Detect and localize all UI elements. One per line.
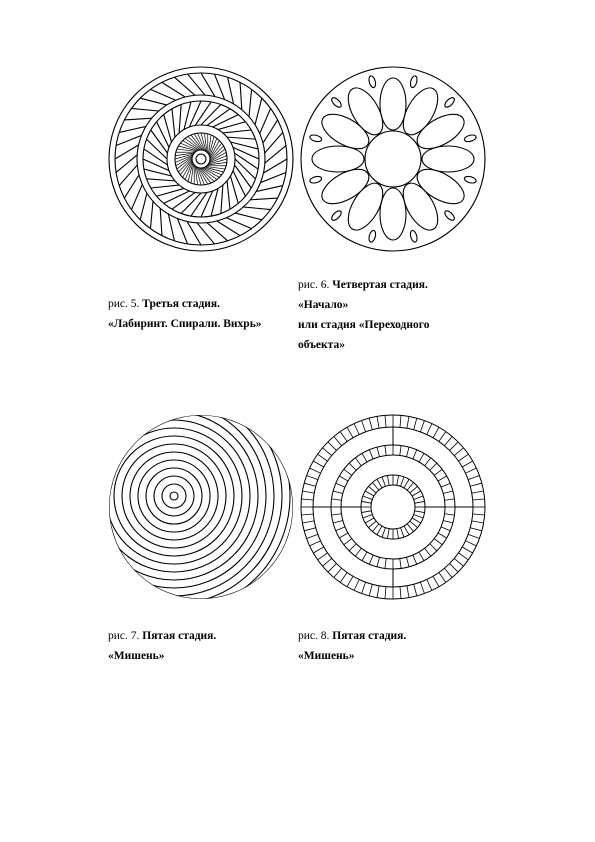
inner-tick bbox=[363, 515, 372, 518]
inner-tick bbox=[407, 524, 413, 532]
outer-tick bbox=[347, 427, 353, 437]
petal bbox=[316, 162, 374, 211]
spiral-stroke bbox=[207, 109, 230, 126]
outer-tick bbox=[385, 587, 386, 599]
middle-tick bbox=[425, 458, 431, 466]
spiral-stroke bbox=[131, 108, 158, 111]
outer-tick bbox=[462, 547, 472, 553]
figure-8-caption: рис. 8. Пятая стадия. «Мишень» bbox=[298, 630, 407, 662]
figure-5-spiral-drawing bbox=[106, 64, 296, 254]
outer-tick bbox=[459, 553, 469, 560]
middle-tick bbox=[413, 450, 417, 459]
inner-tick bbox=[410, 521, 418, 527]
inner-tick bbox=[372, 482, 378, 490]
inner-tick bbox=[387, 475, 389, 485]
middle-tick bbox=[441, 527, 450, 531]
outer-tick bbox=[304, 483, 316, 486]
petal bbox=[312, 146, 364, 172]
spiral-stroke bbox=[263, 120, 278, 143]
small-oval bbox=[443, 209, 456, 222]
outer-tick bbox=[459, 454, 469, 461]
ring bbox=[371, 485, 415, 529]
spiral-stroke bbox=[150, 201, 153, 228]
middle-tick bbox=[430, 544, 437, 551]
middle-tick bbox=[443, 491, 453, 494]
outer-tick bbox=[369, 584, 372, 596]
spiral-stroke bbox=[116, 155, 137, 172]
spiral-stroke bbox=[168, 214, 174, 241]
spiral-stroke bbox=[195, 102, 211, 126]
figure-6-caption: рис. 6. Четвертая стадия. «Начало» или стадия «Переходного объекта» bbox=[298, 279, 430, 351]
outer-tick bbox=[468, 476, 479, 480]
outer-tick bbox=[318, 454, 328, 461]
outer-tick bbox=[400, 415, 401, 427]
spiral-stroke bbox=[172, 109, 175, 137]
inner-tick bbox=[368, 486, 376, 492]
middle-tick bbox=[419, 453, 424, 462]
outer-tick bbox=[470, 483, 482, 486]
outer-tick bbox=[323, 448, 332, 456]
outer-tick bbox=[310, 541, 321, 546]
middle-tick bbox=[362, 453, 367, 462]
middle-tick bbox=[332, 499, 342, 500]
outer-tick bbox=[470, 528, 482, 531]
spiral-stroke bbox=[143, 159, 169, 171]
spiral-stroke bbox=[201, 191, 213, 217]
spiral-stroke bbox=[255, 98, 262, 125]
flower-center bbox=[365, 131, 421, 187]
outer-tick bbox=[302, 491, 314, 493]
middle-tick bbox=[355, 548, 361, 556]
outer-tick bbox=[377, 416, 379, 428]
small-oval bbox=[309, 175, 322, 184]
outer-tick bbox=[420, 421, 424, 432]
outer-tick bbox=[450, 442, 458, 450]
outer-tick bbox=[414, 584, 417, 596]
spiral-stroke bbox=[140, 193, 147, 220]
inner-tick bbox=[377, 526, 382, 535]
small-oval bbox=[409, 230, 418, 243]
ring bbox=[106, 412, 258, 580]
ring bbox=[106, 412, 296, 602]
outer-tick bbox=[377, 586, 379, 598]
middle-tick bbox=[425, 548, 431, 556]
petal bbox=[412, 107, 470, 156]
figure-7-caption: рис. 7. Пятая стадия. «Мишень» bbox=[108, 630, 217, 662]
spiral-stroke bbox=[179, 104, 181, 132]
small-oval bbox=[368, 75, 377, 88]
spiral-stroke bbox=[188, 74, 205, 95]
small-oval bbox=[443, 96, 456, 109]
outer-tick bbox=[347, 576, 353, 586]
middle-tick bbox=[438, 533, 447, 538]
middle-tick bbox=[419, 552, 424, 561]
outer-tick bbox=[310, 468, 321, 473]
spiral-stroke bbox=[162, 82, 185, 97]
ring bbox=[137, 95, 265, 223]
middle-tick bbox=[344, 539, 352, 545]
spiral-stroke bbox=[261, 172, 286, 182]
inner-tick bbox=[387, 529, 389, 539]
spiral-stroke bbox=[240, 82, 242, 109]
ring bbox=[138, 460, 210, 532]
middle-tick bbox=[445, 499, 455, 500]
middle-tick bbox=[400, 559, 401, 569]
spiral-stroke bbox=[160, 208, 162, 235]
spiral-stroke bbox=[226, 218, 251, 229]
outer-tick bbox=[472, 491, 484, 493]
outer-tick bbox=[472, 521, 484, 523]
small-oval bbox=[409, 75, 418, 88]
outer-tick bbox=[427, 580, 432, 591]
spiral-stroke bbox=[227, 137, 255, 139]
spiral-stroke bbox=[119, 126, 146, 132]
middle-tick bbox=[362, 552, 367, 561]
small-oval bbox=[464, 175, 477, 184]
middle-tick bbox=[413, 555, 417, 564]
inner-tick bbox=[363, 496, 372, 499]
spiral-stroke bbox=[209, 135, 211, 154]
spiral-stroke bbox=[151, 130, 168, 153]
outer-tick bbox=[450, 564, 458, 572]
inner-tick bbox=[412, 518, 421, 523]
outer-tick bbox=[323, 558, 332, 566]
spiral-stroke bbox=[144, 149, 168, 165]
outer-tick bbox=[362, 421, 366, 432]
inner-tick bbox=[404, 526, 409, 535]
middle-tick bbox=[377, 557, 380, 567]
middle-tick bbox=[400, 446, 401, 456]
petal bbox=[341, 82, 390, 140]
small-oval bbox=[330, 209, 343, 222]
ring bbox=[196, 154, 206, 164]
spiral-stroke bbox=[217, 221, 240, 236]
spiral-stroke bbox=[235, 213, 262, 220]
outer-tick bbox=[334, 437, 342, 446]
inner-tick bbox=[361, 501, 371, 503]
small-oval bbox=[464, 134, 477, 143]
inner-tick bbox=[365, 518, 374, 523]
outer-tick bbox=[318, 553, 328, 560]
inner-tick bbox=[365, 491, 374, 496]
outer-circle bbox=[301, 67, 485, 251]
middle-tick bbox=[349, 544, 356, 551]
figure-6-flower-drawing bbox=[298, 64, 488, 254]
middle-tick bbox=[332, 514, 342, 515]
middle-tick bbox=[434, 539, 442, 545]
outer-tick bbox=[301, 514, 313, 515]
outer-tick bbox=[354, 580, 359, 591]
spiral-stroke bbox=[124, 118, 151, 120]
outer-tick bbox=[468, 534, 479, 538]
middle-tick bbox=[430, 463, 437, 470]
middle-tick bbox=[385, 446, 386, 456]
inner-tick bbox=[414, 496, 423, 499]
outer-tick bbox=[454, 558, 463, 566]
outer-tick bbox=[334, 568, 342, 577]
outer-tick bbox=[462, 461, 472, 467]
spiral-stroke bbox=[249, 89, 252, 116]
outer-tick bbox=[407, 586, 409, 598]
outer-tick bbox=[385, 415, 386, 427]
spiral-stroke bbox=[140, 98, 167, 105]
ring bbox=[192, 150, 210, 168]
small-oval bbox=[330, 96, 343, 109]
outer-tick bbox=[369, 418, 372, 430]
spiral-stroke bbox=[124, 175, 139, 198]
middle-tick bbox=[434, 469, 442, 475]
middle-tick bbox=[385, 559, 386, 569]
inner-tick bbox=[404, 479, 409, 488]
spiral-stroke bbox=[250, 198, 277, 200]
ring bbox=[106, 412, 282, 602]
middle-tick bbox=[438, 476, 447, 481]
outer-tick bbox=[400, 587, 401, 599]
spiral-stroke bbox=[131, 184, 142, 209]
inner-tick bbox=[412, 491, 421, 496]
ring bbox=[170, 492, 178, 500]
middle-tick bbox=[349, 463, 356, 470]
outer-tick bbox=[444, 437, 452, 446]
small-oval bbox=[368, 230, 377, 243]
outer-tick bbox=[304, 528, 316, 531]
outer-tick bbox=[444, 568, 452, 577]
outer-tick bbox=[439, 432, 446, 442]
spiral-stroke bbox=[260, 108, 271, 133]
petal bbox=[396, 178, 445, 236]
spiral-stroke bbox=[227, 181, 230, 209]
spiral-stroke bbox=[234, 165, 251, 188]
ring bbox=[130, 452, 218, 540]
inner-tick bbox=[407, 482, 413, 490]
middle-tick bbox=[406, 447, 409, 457]
outer-tick bbox=[433, 427, 439, 437]
spiral-stroke bbox=[206, 167, 225, 169]
ring bbox=[167, 125, 235, 193]
ring bbox=[154, 476, 194, 516]
outer-tick bbox=[307, 476, 318, 480]
spiral-stroke bbox=[197, 223, 214, 244]
middle-tick bbox=[344, 469, 352, 475]
outer-tick bbox=[473, 514, 485, 515]
middle-tick bbox=[441, 483, 450, 487]
middle-tick bbox=[443, 520, 453, 523]
inner-tick bbox=[414, 515, 423, 518]
inner-tick bbox=[401, 477, 404, 486]
spiral-stroke bbox=[191, 192, 207, 216]
spiral-stroke bbox=[256, 186, 283, 192]
spiral-stroke bbox=[265, 146, 286, 163]
outer-tick bbox=[307, 534, 318, 538]
ring bbox=[106, 412, 296, 602]
middle-tick bbox=[406, 557, 409, 567]
outer-tick bbox=[454, 448, 463, 456]
inner-tick bbox=[382, 528, 385, 537]
inner-tick bbox=[372, 524, 378, 532]
inner-tick bbox=[401, 528, 404, 537]
spiral-stroke bbox=[177, 219, 187, 244]
middle-tick bbox=[369, 450, 373, 459]
middle-tick bbox=[445, 514, 455, 515]
outer-tick bbox=[439, 573, 446, 583]
outer-tick bbox=[466, 468, 477, 473]
spiral-stroke bbox=[177, 149, 196, 151]
inner-tick bbox=[377, 479, 382, 488]
outer-tick bbox=[427, 424, 432, 435]
inner-tick bbox=[410, 486, 418, 492]
outer-tick bbox=[313, 547, 323, 553]
outer-tick bbox=[301, 499, 313, 500]
ring bbox=[106, 412, 296, 602]
spiral-stroke bbox=[221, 185, 223, 213]
middle-tick bbox=[339, 476, 348, 481]
outer-tick bbox=[407, 416, 409, 428]
outer-tick bbox=[340, 573, 347, 583]
petal bbox=[380, 188, 406, 240]
outer-tick bbox=[433, 576, 439, 586]
outer-tick bbox=[362, 582, 366, 593]
ring bbox=[106, 412, 296, 602]
inner-tick bbox=[368, 521, 376, 527]
spiral-stroke bbox=[172, 192, 195, 209]
petal bbox=[422, 146, 474, 172]
middle-tick bbox=[355, 458, 361, 466]
figure-8-target-drawing bbox=[298, 412, 488, 602]
spiral-stroke bbox=[243, 207, 270, 210]
spiral-stroke bbox=[234, 153, 258, 169]
inner-tick bbox=[397, 475, 399, 485]
middle-tick bbox=[333, 491, 343, 494]
middle-tick bbox=[339, 533, 348, 538]
outer-tick bbox=[340, 432, 347, 442]
spiral-stroke bbox=[191, 164, 193, 183]
figure-7-rings-drawing bbox=[106, 412, 296, 602]
inner-tick bbox=[415, 511, 425, 513]
ring bbox=[114, 436, 234, 556]
spiral-stroke bbox=[116, 135, 141, 145]
outer-tick bbox=[354, 424, 359, 435]
middle-tick bbox=[377, 447, 380, 457]
middle-tick bbox=[333, 520, 343, 523]
middle-tick bbox=[369, 555, 373, 564]
ring bbox=[106, 428, 242, 564]
outer-tick bbox=[302, 521, 314, 523]
outer-tick bbox=[466, 541, 477, 546]
spiral-stroke bbox=[150, 89, 175, 100]
spiral-stroke bbox=[146, 179, 174, 181]
outer-tick bbox=[328, 442, 336, 450]
spiral-stroke bbox=[233, 147, 259, 159]
petal bbox=[380, 78, 406, 130]
middle-tick bbox=[336, 483, 345, 487]
inner-tick bbox=[382, 477, 385, 486]
spiral-stroke bbox=[223, 130, 251, 133]
outer-tick bbox=[473, 499, 485, 500]
small-oval bbox=[309, 134, 322, 143]
spiral-stroke bbox=[214, 74, 224, 99]
outer-tick bbox=[328, 564, 336, 572]
spiral-stroke bbox=[189, 101, 201, 127]
inner-tick bbox=[361, 511, 371, 513]
inner-tick bbox=[415, 501, 425, 503]
ring bbox=[143, 101, 259, 217]
outer-tick bbox=[420, 582, 424, 593]
outer-tick bbox=[313, 461, 323, 467]
outer-tick bbox=[414, 418, 417, 430]
middle-tick bbox=[336, 527, 345, 531]
ring bbox=[162, 484, 186, 508]
spiral-stroke bbox=[151, 185, 179, 188]
spiral-stroke bbox=[228, 77, 234, 104]
figure-5-caption: рис. 5. Третья стадия. «Лабиринт. Спирали. Вихрь» bbox=[108, 298, 262, 330]
inner-tick bbox=[397, 529, 399, 539]
